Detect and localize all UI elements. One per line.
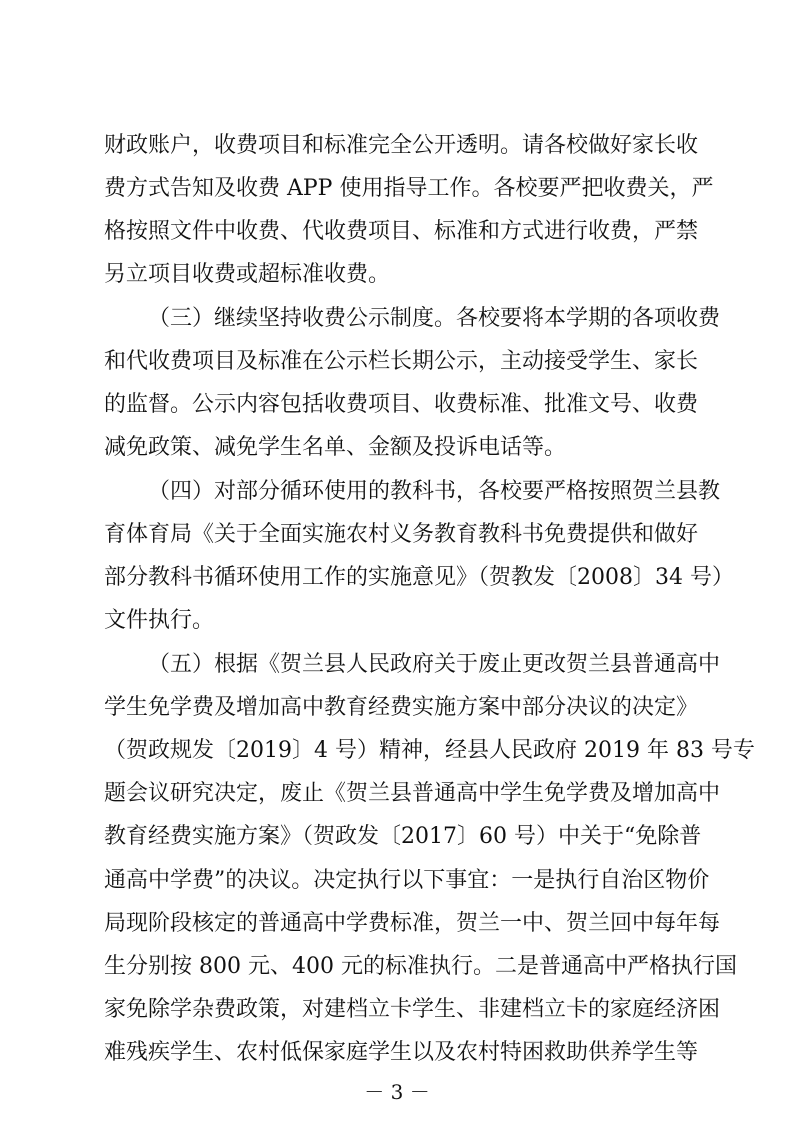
text-line-10: 育体育局《关于全面实施农村义务教育教科书免费提供和做好 — [104, 522, 699, 547]
text-line-9: （四）对部分循环使用的教科书，各校要严格按照贺兰县教 — [148, 479, 721, 504]
text-line-4: 另立项目收费或超标准收费。 — [104, 262, 391, 287]
text-line-13: （五）根据《贺兰县人民政府关于废止更改贺兰县普通高中 — [148, 652, 721, 677]
text-line-11: 部分教科书循环使用工作的实施意见》（贺教发〔2008〕34 号） — [104, 565, 734, 590]
text-line-6: 和代收费项目及标准在公示栏长期公示，主动接受学生、家长 — [104, 349, 699, 374]
text-line-18: 通高中学费”的决议。决定执行以下事宜：一是执行自治区物价 — [104, 868, 710, 893]
text-line-8: 减免政策、减免学生名单、金额及投诉电话等。 — [104, 435, 567, 460]
text-line-7: 的监督。公示内容包括收费项目、收费标准、批准文号、收费 — [104, 392, 699, 417]
text-line-12: 文件执行。 — [104, 608, 215, 633]
text-line-14: 学生免学费及增加高中教育经费实施方案中部分决议的决定》 — [104, 695, 699, 720]
text-line-20: 生分别按 800 元、400 元的标准执行。二是普通高中严格执行国 — [104, 954, 737, 979]
text-line-15: （贺政规发〔2019〕4 号）精神，经县人民政府 2019 年 83 号专 — [104, 738, 755, 763]
text-line-2: 费方式告知及收费 APP 使用指导工作。各校要严把收费关，严 — [104, 176, 714, 201]
text-line-17: 教育经费实施方案》（贺政发〔2017〕60 号）中关于“免除普 — [104, 824, 702, 849]
text-line-21: 家免除学杂费政策，对建档立卡学生、非建档立卡的家庭经济困 — [104, 997, 721, 1022]
text-line-16: 题会议研究决定，废止《贺兰县普通高中学生免学费及增加高中 — [104, 781, 721, 806]
text-line-1: 财政账户，收费项目和标准完全公开透明。请各校做好家长收 — [104, 133, 699, 158]
page-number: － 3 － — [364, 1080, 430, 1104]
text-line-3: 格按照文件中收费、代收费项目、标准和方式进行收费，严禁 — [104, 219, 699, 244]
text-line-5: （三）继续坚持收费公示制度。各校要将本学期的各项收费 — [148, 306, 721, 331]
text-line-22: 难残疾学生、农村低保家庭学生以及农村特困救助供养学生等 — [104, 1040, 699, 1065]
text-line-19: 局现阶段核定的普通高中学费标准，贺兰一中、贺兰回中每年每 — [104, 911, 721, 936]
